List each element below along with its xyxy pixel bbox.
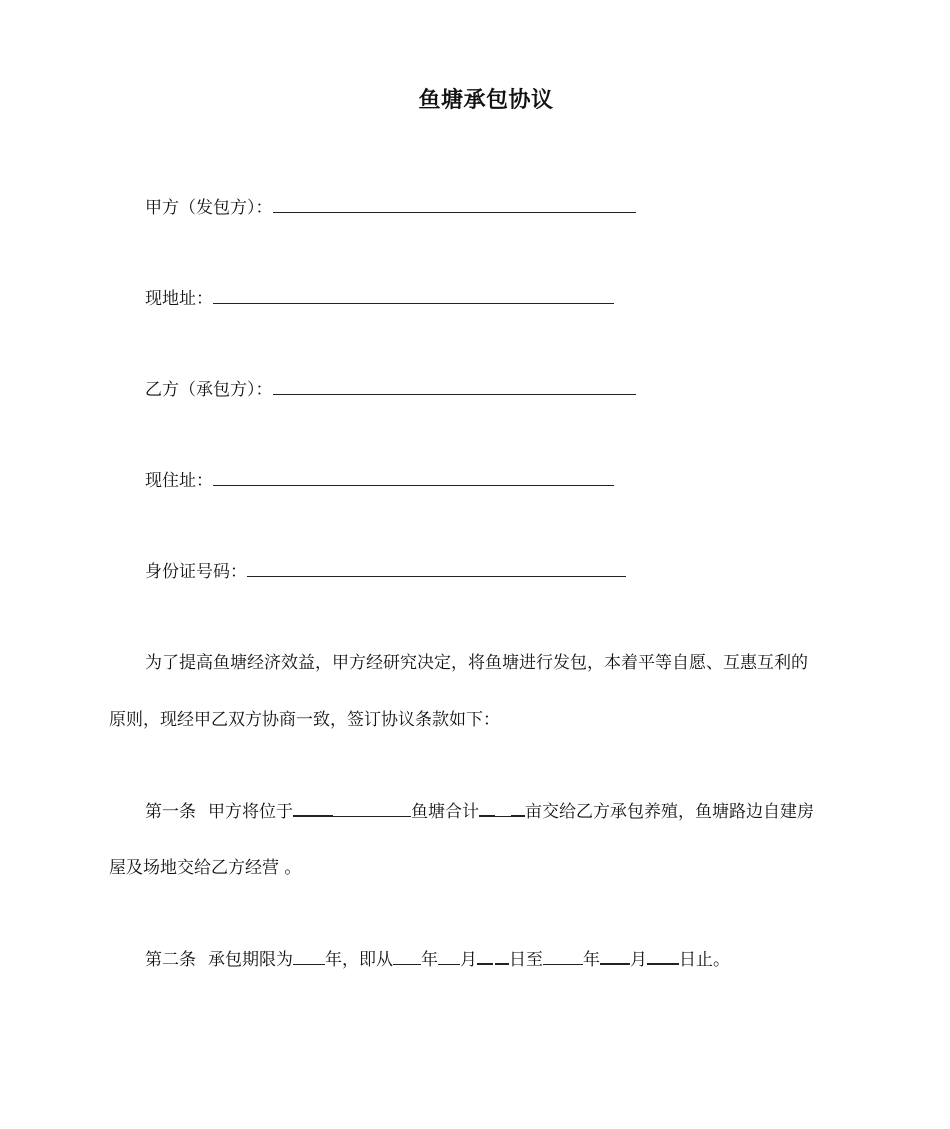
article-2-text-d: 月 — [460, 950, 477, 970]
residence-row — [145, 469, 614, 493]
article-1-text-a: 甲方将位于 — [208, 802, 293, 822]
article-1-text-b: 鱼塘合计 — [411, 802, 479, 822]
party-b-blank — [273, 378, 636, 402]
end-year-blank — [543, 948, 583, 965]
address-label: 现地址： — [145, 289, 213, 309]
address-row — [145, 287, 614, 311]
article-2-text-a: 承包期限为 — [208, 950, 293, 970]
article-1-text-c: 亩交给乙方承包养殖，鱼塘路边自建房 — [525, 802, 814, 822]
start-month-blank — [438, 948, 460, 965]
residence-label: 现住址： — [145, 471, 213, 491]
article-2-text-g: 月 — [630, 950, 647, 970]
article-1-area-blank — [479, 799, 525, 824]
article-1-line-1 — [145, 799, 814, 824]
end-month-blank — [600, 947, 630, 965]
id-number-label: 身份证号码： — [145, 562, 247, 582]
term-years-blank — [293, 948, 325, 965]
article-2-text-b: 年，即从 — [325, 950, 393, 970]
party-a-blank — [273, 196, 636, 220]
start-year-blank — [393, 948, 421, 965]
article-2-text-c: 年 — [421, 950, 438, 970]
document-title: 鱼塘承包协议 — [418, 88, 554, 113]
party-b-label: 乙方（承包方）： — [145, 380, 273, 400]
residence-blank — [213, 469, 614, 493]
article-2-heading: 第二条 — [145, 950, 196, 970]
intro-line-2: 原则，现经甲乙双方协商一致，签订协议条款如下： — [109, 710, 500, 730]
id-number-row — [145, 560, 626, 584]
article-1-location-blank — [293, 799, 411, 824]
article-2-text-e: 日至 — [509, 950, 543, 970]
article-2-text-h: 日止。 — [679, 950, 730, 970]
address-blank — [213, 287, 614, 311]
party-b-row — [145, 378, 636, 402]
party-a-label: 甲方（发包方）： — [145, 198, 273, 218]
end-day-blank — [647, 947, 679, 965]
intro-line-1: 为了提高鱼塘经济效益，甲方经研究决定，将鱼塘进行发包，本着平等自愿、互惠互利的 — [145, 653, 808, 673]
article-1-line-2: 屋及场地交给乙方经营 。 — [109, 858, 302, 878]
article-2-text-f: 年 — [583, 950, 600, 970]
party-a-row — [145, 196, 636, 220]
article-1-heading: 第一条 — [145, 802, 196, 822]
id-number-blank — [247, 560, 626, 584]
article-2-line-1 — [145, 947, 730, 972]
start-day-blank — [477, 947, 509, 972]
